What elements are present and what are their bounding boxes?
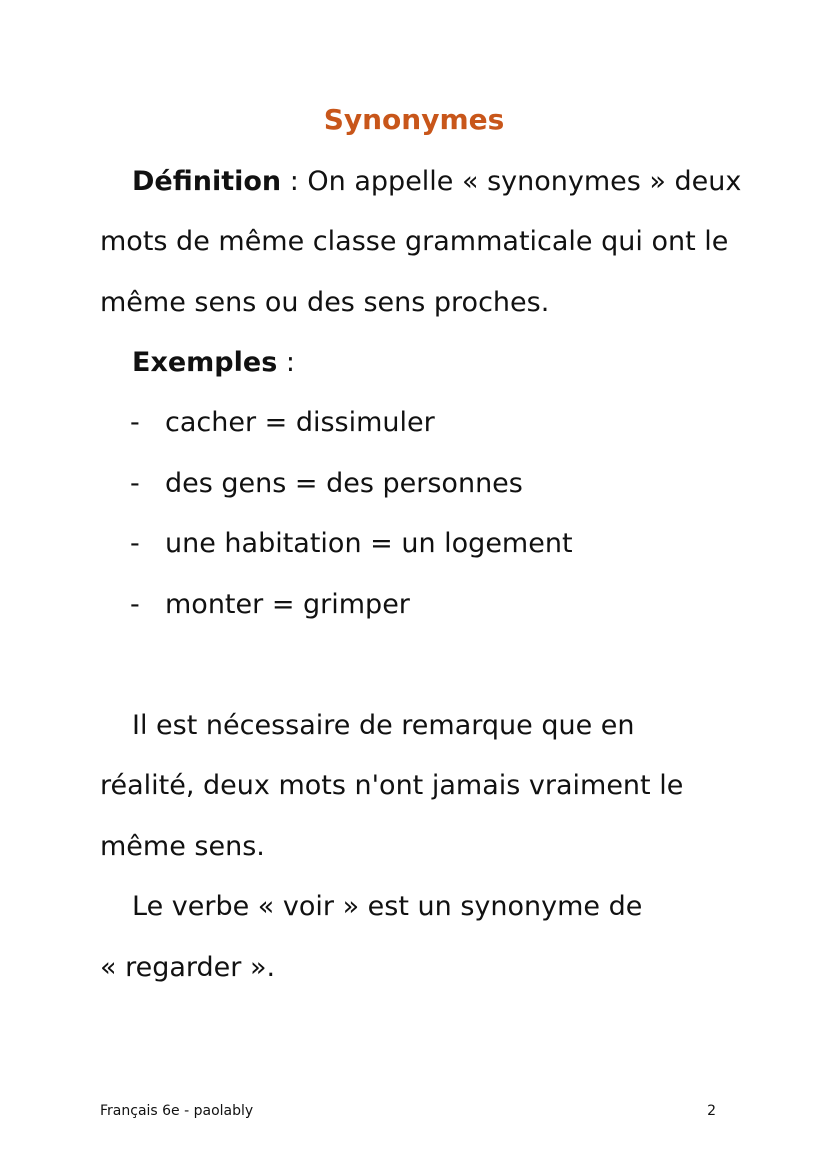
page-number: 2 xyxy=(707,1103,716,1119)
example-item-3: une habitation = un logement xyxy=(165,528,573,559)
example-item-2: des gens = des personnes xyxy=(165,468,523,499)
bullet-dash: - xyxy=(130,528,140,559)
remark-line-1: Il est nécessaire de remarque que en xyxy=(132,710,635,741)
example-sentence-line-1: Le verbe « voir » est un synonyme de xyxy=(132,891,643,922)
remark-line-3: même sens. xyxy=(100,831,265,862)
bullet-dash: - xyxy=(130,468,140,499)
examples-label: Exemples xyxy=(132,347,278,378)
example-item-4: monter = grimper xyxy=(165,589,410,620)
definition-line-1 xyxy=(132,162,741,202)
example-sentence-line-2: « regarder ». xyxy=(100,952,276,983)
definition-label: Définition xyxy=(132,166,282,197)
definition-line-2: mots de même classe grammaticale qui ont le xyxy=(100,226,729,257)
example-item-1: cacher = dissimuler xyxy=(165,407,435,438)
examples-suffix: : xyxy=(277,347,295,378)
page-title: Synonymes xyxy=(323,103,505,136)
bullet-dash: - xyxy=(130,589,140,620)
remark-line-2: réalité, deux mots n'ont jamais vraiment le xyxy=(100,770,684,801)
examples-heading xyxy=(132,343,295,383)
footer-text: Français 6e - paolably xyxy=(100,1103,254,1119)
definition-text-1: : On appelle « synonymes » deux xyxy=(281,166,742,197)
bullet-dash: - xyxy=(130,407,140,438)
definition-line-3: même sens ou des sens proches. xyxy=(100,287,550,318)
